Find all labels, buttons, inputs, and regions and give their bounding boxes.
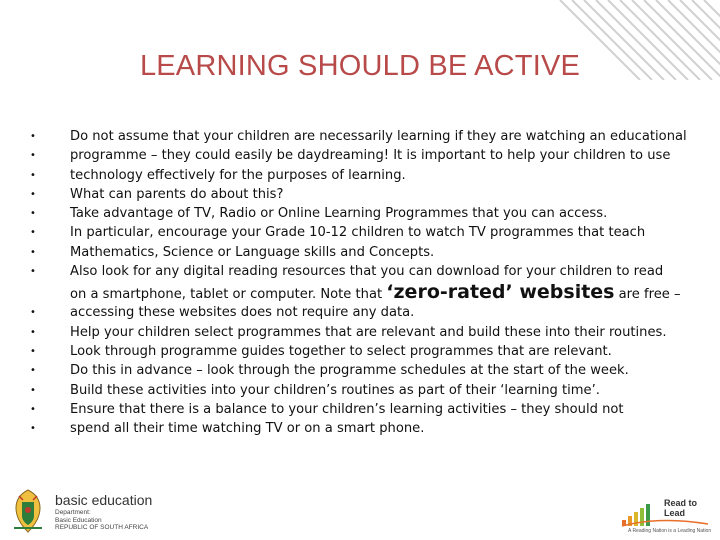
- bullet-text: Also look for any digital reading resources that you can download for your children to read: [70, 264, 664, 280]
- bullet-dot: •: [30, 150, 36, 162]
- bullet-dot: •: [30, 169, 36, 181]
- list-item: [30, 381, 690, 400]
- bullet-dot: •: [30, 423, 36, 435]
- bullet-text: Do not assume that your children are necessarily learning if they are watching an educational: [70, 129, 687, 144]
- list-item: [30, 223, 690, 242]
- text-before-emphasis: on a smartphone, tablet or computer. Note that: [70, 287, 387, 303]
- bullet-dot: •: [30, 208, 36, 220]
- list-item: [30, 323, 690, 342]
- read-to-lead-label: Read to Lead: [664, 498, 698, 518]
- bullet-text: Take advantage of TV, Radio or Online Learning Programmes that you can access.: [70, 206, 608, 222]
- logo-sub-line: Department:: [55, 509, 91, 516]
- read-to-lead-tagline: A Reading Nation is a Leading Nation: [628, 528, 712, 534]
- bullet-dot: •: [30, 365, 36, 377]
- logo-name: basic education: [55, 492, 153, 508]
- list-item: [30, 166, 690, 185]
- bullet-dot: •: [30, 246, 36, 258]
- bullet-dot: •: [30, 326, 36, 338]
- list-item: [30, 400, 690, 419]
- bullet-dot: •: [30, 345, 36, 357]
- bullet-dot: •: [30, 307, 36, 319]
- list-item: [30, 185, 690, 204]
- list-item: [30, 262, 690, 281]
- coat-of-arms-icon: [10, 488, 46, 534]
- list-item: [30, 361, 690, 380]
- logo-sub-line: Basic Education: [55, 516, 102, 524]
- bullet-text: accessing these websites does not require any data.: [70, 305, 415, 321]
- basic-education-logo: [10, 488, 230, 538]
- bullet-dot: •: [30, 131, 36, 142]
- zero-rated-emphasis: ‘zero-rated’ websites: [386, 281, 615, 304]
- bullet-list: [30, 127, 690, 438]
- bullet-text: Ensure that there is a balance to your children’s learning activities – they should not: [70, 401, 624, 417]
- list-item: [30, 342, 690, 361]
- list-item: [30, 127, 690, 146]
- bullet-text: Do this in advance – look through the programme schedules at the start of the week.: [70, 363, 629, 379]
- bullet-text: Look through programme guides together to select programmes that are relevant.: [70, 343, 612, 359]
- logo-sub-line: REPUBLIC OF SOUTH AFRICA: [55, 524, 149, 531]
- list-item: [30, 281, 690, 303]
- bullet-text: Help your children select programmes that are relevant and build these into their routines.: [70, 324, 667, 340]
- list-item: [30, 303, 690, 322]
- bullet-dot: •: [30, 384, 36, 396]
- bullet-text: In particular, encourage your Grade 10-12 children to watch TV programmes that teach: [70, 225, 646, 241]
- bullet-text: Mathematics, Science or Language skills and Concepts.: [70, 244, 435, 260]
- bullet-dot: •: [30, 188, 36, 200]
- bullet-text: Build these activities into your children’s routines as part of their ‘learning time’.: [70, 382, 600, 398]
- logo-subtext: [55, 509, 148, 532]
- list-item: [30, 204, 690, 223]
- slide-title: LEARNING SHOULD BE ACTIVE: [139, 50, 581, 82]
- bullet-text: programme – they could easily be daydreaming! It is important to help your children to use: [70, 148, 671, 164]
- list-item: [30, 243, 690, 262]
- bullet-dot: •: [30, 227, 36, 239]
- bullet-dot: •: [30, 266, 36, 278]
- text-after-emphasis: are free –: [614, 287, 681, 303]
- list-item: [30, 146, 690, 165]
- bullet-text: What can parents do about this?: [70, 186, 284, 202]
- bullet-text: technology effectively for the purposes of learning.: [70, 167, 406, 183]
- bullet-text: spend all their time watching TV or on a smart phone.: [70, 421, 425, 437]
- bullet-dot: •: [30, 403, 36, 415]
- read-to-lead-logo: [612, 492, 718, 538]
- list-item: [30, 419, 690, 438]
